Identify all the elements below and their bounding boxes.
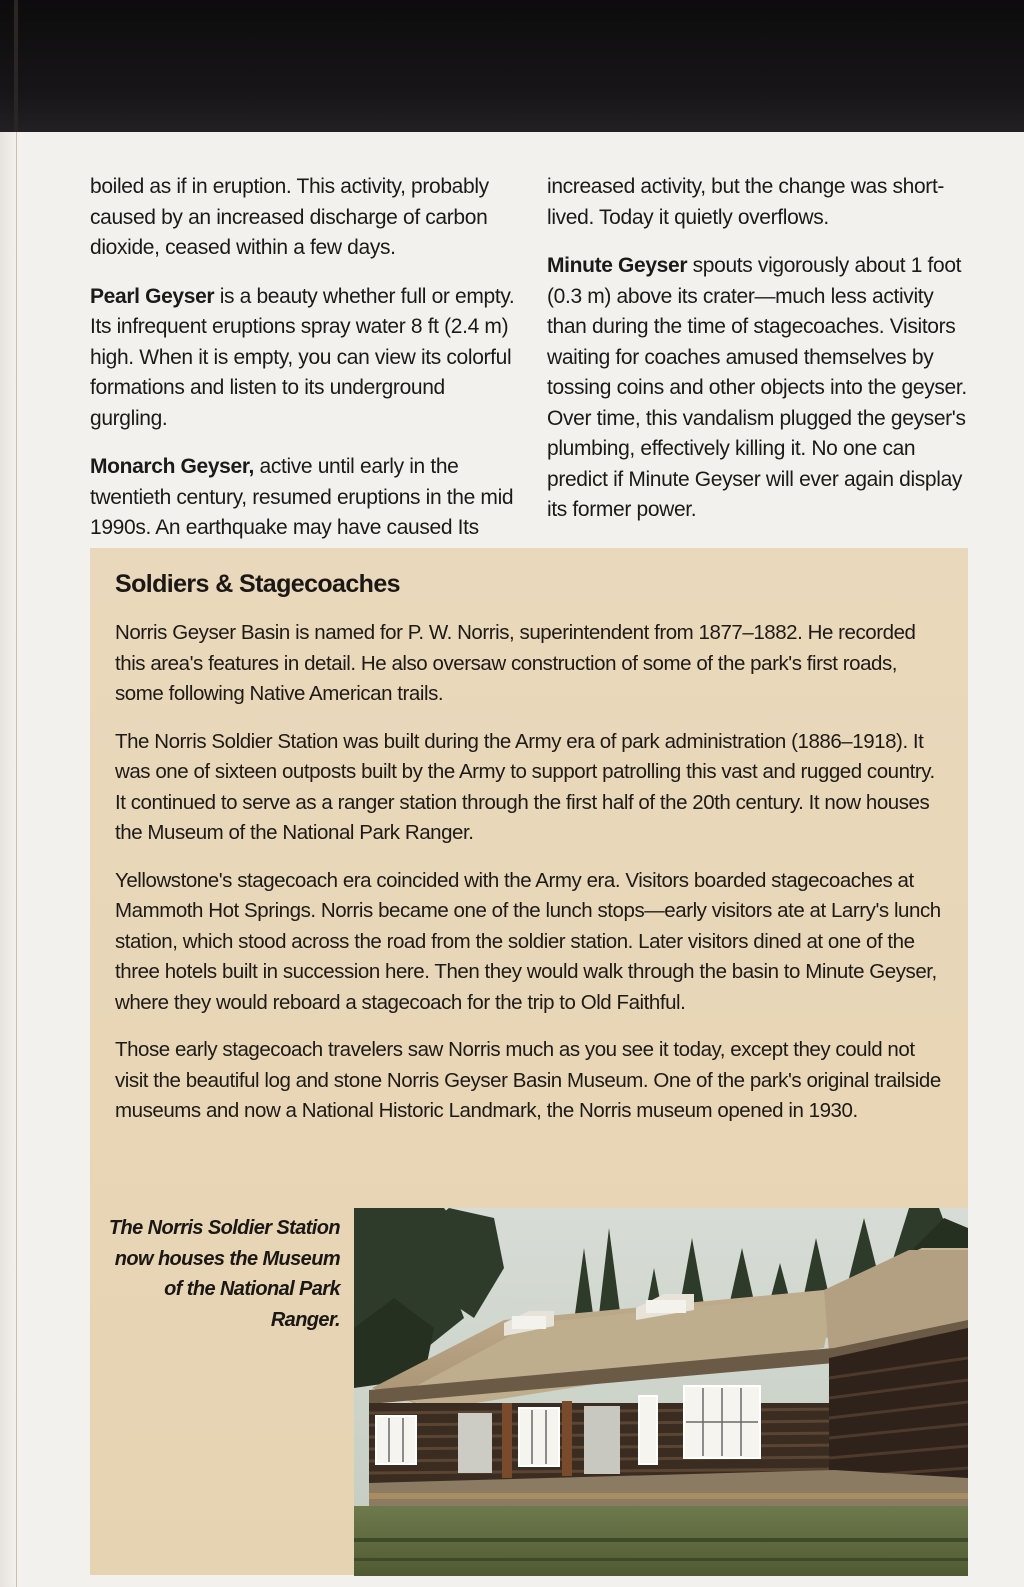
sidebar-paragraph: Norris Geyser Basin is named for P. W. Norris, superintendent from 1877–1882. He recorded this area's features in detail. He also oversaw construction of some of the park's first roads, some following Native American trails. xyxy=(115,621,916,705)
right-para-1: increased activity, but the change was short-lived. Today it quietly overflows. xyxy=(547,175,945,229)
sidebar-paragraph: The Norris Soldier Station was built during the Army era of park administration (1886–1918). It was one of sixteen outposts built by the Army to support patrolling this vast and rugged country. It continued to serve as a ranger station through the first half of the 20th century. It now houses the Museum of the National Park Ranger. xyxy=(115,729,935,844)
soldiers-stagecoaches-sidebar xyxy=(90,548,968,1575)
soldier-station-photo xyxy=(354,1208,968,1576)
right-text-column xyxy=(547,172,977,544)
left-text-column xyxy=(90,172,520,562)
sidebar-paragraph: Those early stagecoach travelers saw Norris much as you see it today, except they could not visit the beautiful log and stone Norris Geyser Basin Museum. One of the park's original trailside museums and now a National Historic Landmark, the Norris museum opened in 1930. xyxy=(115,1038,941,1122)
minute-geyser-para xyxy=(547,251,977,526)
monarch-geyser-name: Monarch Geyser, xyxy=(90,455,254,478)
sidebar-title: Soldiers & Stagecoaches xyxy=(115,570,400,598)
sidebar-paragraph: Yellowstone's stagecoach era coincided with the Army era. Visitors boarded stagecoaches at Mammoth Hot Springs. Norris became one of the lunch stops—early visitors ate at Larry's lunch station, which stood across the road from the soldier station. Later visitors dined at one of the three hotels built in succession here. Then they would walk through the basin to Minute Geyser, where they would reboard a stagecoach for the trip to Old Faithful. xyxy=(115,868,941,1014)
left-para-1: boiled as if in eruption. This activity, probably caused by an increased discharge of carbon dioxide, ceased within a few days. xyxy=(90,175,489,259)
photo-caption: The Norris Soldier Station now houses the Museum of the National Park Ranger. xyxy=(108,1217,340,1331)
top-dark-band xyxy=(0,0,1024,132)
binding-edge xyxy=(14,0,18,132)
pearl-geyser-text: is a beauty whether full or empty. Its infrequent eruptions spray water 8 ft (2.4 m) high. When it is empty, you can view its colorful formations and listen to its underground gurgling. xyxy=(90,284,515,430)
sidebar-body xyxy=(115,618,941,1144)
monarch-geyser-text: active until early in the twentieth century, resumed eruptions in the mid 1990s. An earthquake may have caused Its xyxy=(90,455,514,539)
monarch-geyser-para xyxy=(90,452,520,544)
minute-geyser-name: Minute Geyser xyxy=(547,254,688,277)
minute-geyser-text: spouts vigorously about 1 foot (0.3 m) above its crater—much less activity than during the time of stagecoaches. Visitors waiting for coaches amused themselves by tossing coins and other objects into the geyser. Over time, this vandalism plugged the geyser's plumbing, effectively killing it. No one can predict if Minute Geyser will ever again display its former power. xyxy=(547,254,967,521)
pearl-geyser-para xyxy=(90,282,520,435)
page-spine xyxy=(0,132,22,1587)
pearl-geyser-name: Pearl Geyser xyxy=(90,284,215,308)
